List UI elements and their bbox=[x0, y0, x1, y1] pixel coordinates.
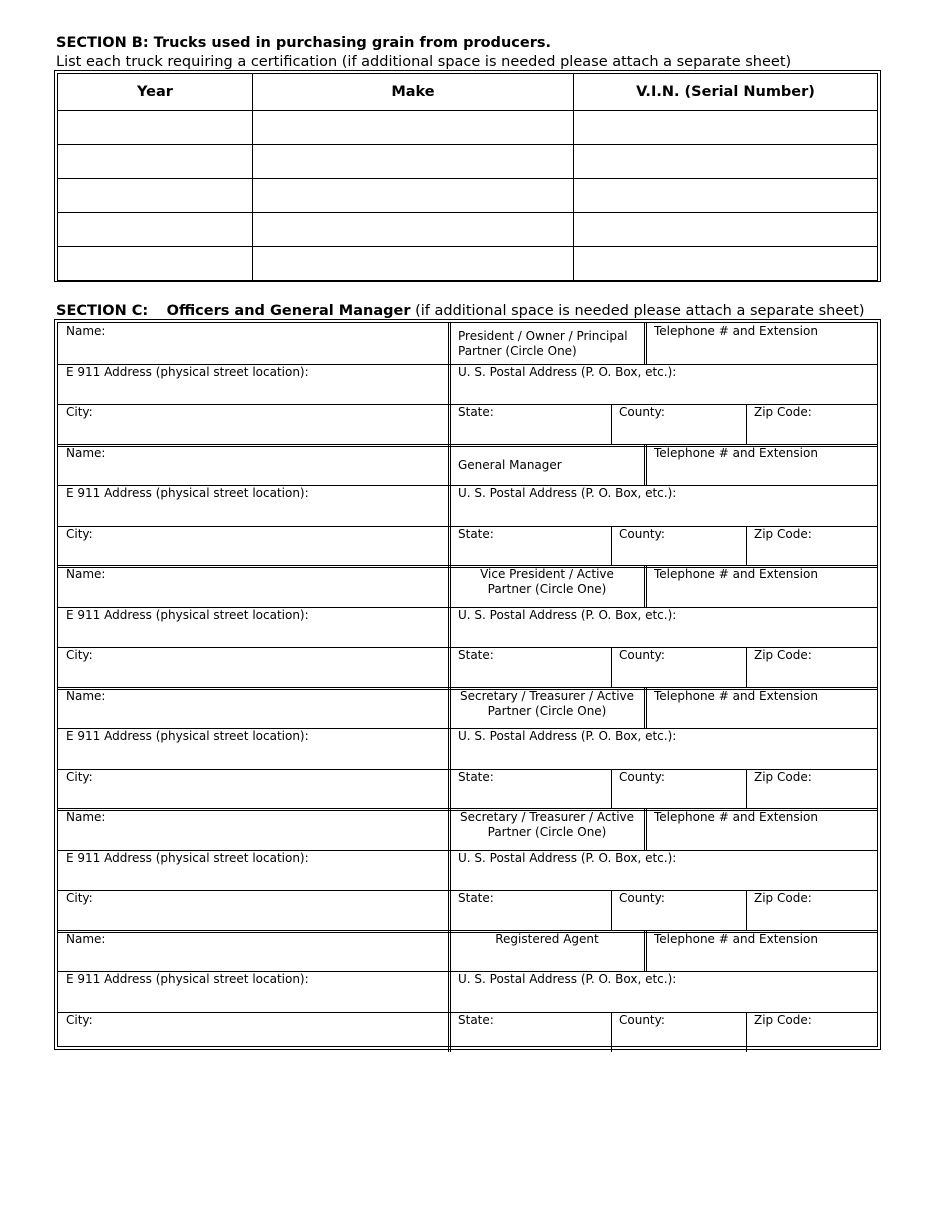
truck-make-cell[interactable] bbox=[253, 145, 574, 179]
officers-form-frame bbox=[54, 319, 881, 1050]
city-field[interactable]: City: bbox=[66, 769, 93, 784]
section-b-title: SECTION B: Trucks used in purchasing grain from producers. bbox=[56, 35, 551, 51]
state-field[interactable]: State: bbox=[458, 1012, 494, 1027]
truck-make-cell[interactable] bbox=[253, 247, 574, 281]
e911-address-field[interactable]: E 911 Address (physical street location): bbox=[66, 607, 309, 622]
zip-code-field[interactable]: Zip Code: bbox=[754, 526, 812, 541]
postal-address-field[interactable]: U. S. Postal Address (P. O. Box, etc.): bbox=[458, 607, 677, 622]
county-field[interactable]: County: bbox=[619, 526, 665, 541]
truck-year-cell[interactable] bbox=[58, 145, 253, 179]
truck-table-header bbox=[58, 74, 878, 111]
role-label: Secretary / Treasurer / Active Partner (Circle One) bbox=[459, 810, 635, 839]
role-label: President / Owner / Principal Partner (Circle One) bbox=[458, 329, 628, 358]
telephone-field[interactable]: Telephone # and Extension bbox=[654, 324, 818, 338]
city-field[interactable]: City: bbox=[66, 648, 93, 662]
telephone-field[interactable]: Telephone # and Extension bbox=[654, 445, 818, 460]
county-field[interactable]: County: bbox=[619, 891, 665, 905]
section-b-subtitle: List each truck requiring a certification (if additional space is needed please attach a separate sheet) bbox=[56, 54, 792, 70]
e911-address-field[interactable]: E 911 Address (physical street location): bbox=[66, 729, 309, 743]
officers-form bbox=[57, 322, 878, 1047]
state-field[interactable]: State: bbox=[458, 891, 494, 905]
postal-address-field[interactable]: U. S. Postal Address (P. O. Box, etc.): bbox=[458, 364, 677, 379]
city-field[interactable]: City: bbox=[66, 405, 93, 419]
truck-row bbox=[58, 179, 878, 213]
telephone-field[interactable]: Telephone # and Extension bbox=[654, 931, 818, 946]
role-label: General Manager bbox=[458, 457, 562, 472]
zip-code-field[interactable]: Zip Code: bbox=[754, 405, 812, 419]
truck-make-cell[interactable] bbox=[253, 111, 574, 145]
e911-address-field[interactable]: E 911 Address (physical street location): bbox=[66, 364, 309, 379]
truck-table bbox=[57, 73, 878, 281]
truck-make-cell[interactable] bbox=[253, 179, 574, 213]
truck-year-cell[interactable] bbox=[58, 111, 253, 145]
e911-address-field[interactable]: E 911 Address (physical street location): bbox=[66, 972, 309, 986]
zip-code-field[interactable]: Zip Code: bbox=[754, 1012, 812, 1027]
section-c-title: SECTION C: Officers and General Manager (if additional space is needed please attach a separate sheet) bbox=[56, 303, 865, 319]
county-field[interactable]: County: bbox=[619, 769, 665, 784]
postal-address-field[interactable]: U. S. Postal Address (P. O. Box, etc.): bbox=[458, 850, 677, 865]
city-field[interactable]: City: bbox=[66, 891, 93, 905]
state-field[interactable]: State: bbox=[458, 405, 494, 419]
col-year: Year bbox=[58, 74, 253, 111]
telephone-field[interactable]: Telephone # and Extension bbox=[654, 810, 818, 824]
truck-vin-cell[interactable] bbox=[574, 111, 878, 145]
county-field[interactable]: County: bbox=[619, 648, 665, 662]
postal-address-field[interactable]: U. S. Postal Address (P. O. Box, etc.): bbox=[458, 486, 677, 500]
name-field[interactable]: Name: bbox=[66, 445, 106, 460]
city-field[interactable]: City: bbox=[66, 1012, 93, 1027]
postal-address-field[interactable]: U. S. Postal Address (P. O. Box, etc.): bbox=[458, 972, 677, 986]
role-label: Secretary / Treasurer / Active Partner (Circle One) bbox=[459, 688, 635, 718]
truck-vin-cell[interactable] bbox=[574, 145, 878, 179]
truck-year-cell[interactable] bbox=[58, 213, 253, 247]
postal-address-field[interactable]: U. S. Postal Address (P. O. Box, etc.): bbox=[458, 729, 677, 743]
truck-row bbox=[58, 111, 878, 145]
zip-code-field[interactable]: Zip Code: bbox=[754, 648, 812, 662]
state-field[interactable]: State: bbox=[458, 526, 494, 541]
e911-address-field[interactable]: E 911 Address (physical street location): bbox=[66, 486, 309, 500]
truck-vin-cell[interactable] bbox=[574, 179, 878, 213]
e911-address-field[interactable]: E 911 Address (physical street location): bbox=[66, 850, 309, 865]
truck-make-cell[interactable] bbox=[253, 213, 574, 247]
role-label: Vice President / Active Partner (Circle One) bbox=[480, 567, 614, 596]
zip-code-field[interactable]: Zip Code: bbox=[754, 891, 812, 905]
truck-vin-cell[interactable] bbox=[574, 247, 878, 281]
zip-code-field[interactable]: Zip Code: bbox=[754, 769, 812, 784]
truck-table-frame bbox=[54, 70, 881, 282]
truck-row bbox=[58, 213, 878, 247]
truck-year-cell[interactable] bbox=[58, 179, 253, 213]
county-field[interactable]: County: bbox=[619, 405, 665, 419]
name-field[interactable]: Name: bbox=[66, 324, 106, 338]
state-field[interactable]: State: bbox=[458, 648, 494, 662]
state-field[interactable]: State: bbox=[458, 769, 494, 784]
role-label: Registered Agent bbox=[495, 931, 599, 946]
telephone-field[interactable]: Telephone # and Extension bbox=[654, 567, 818, 581]
city-field[interactable]: City: bbox=[66, 526, 93, 541]
name-field[interactable]: Name: bbox=[66, 810, 106, 824]
truck-vin-cell[interactable] bbox=[574, 213, 878, 247]
telephone-field[interactable]: Telephone # and Extension bbox=[654, 688, 818, 703]
col-make: Make bbox=[253, 74, 574, 111]
truck-row bbox=[58, 247, 878, 281]
name-field[interactable]: Name: bbox=[66, 567, 106, 581]
truck-row bbox=[58, 145, 878, 179]
col-vin: V.I.N. (Serial Number) bbox=[574, 74, 878, 111]
county-field[interactable]: County: bbox=[619, 1012, 665, 1027]
name-field[interactable]: Name: bbox=[66, 688, 106, 703]
truck-year-cell[interactable] bbox=[58, 247, 253, 281]
name-field[interactable]: Name: bbox=[66, 931, 106, 946]
